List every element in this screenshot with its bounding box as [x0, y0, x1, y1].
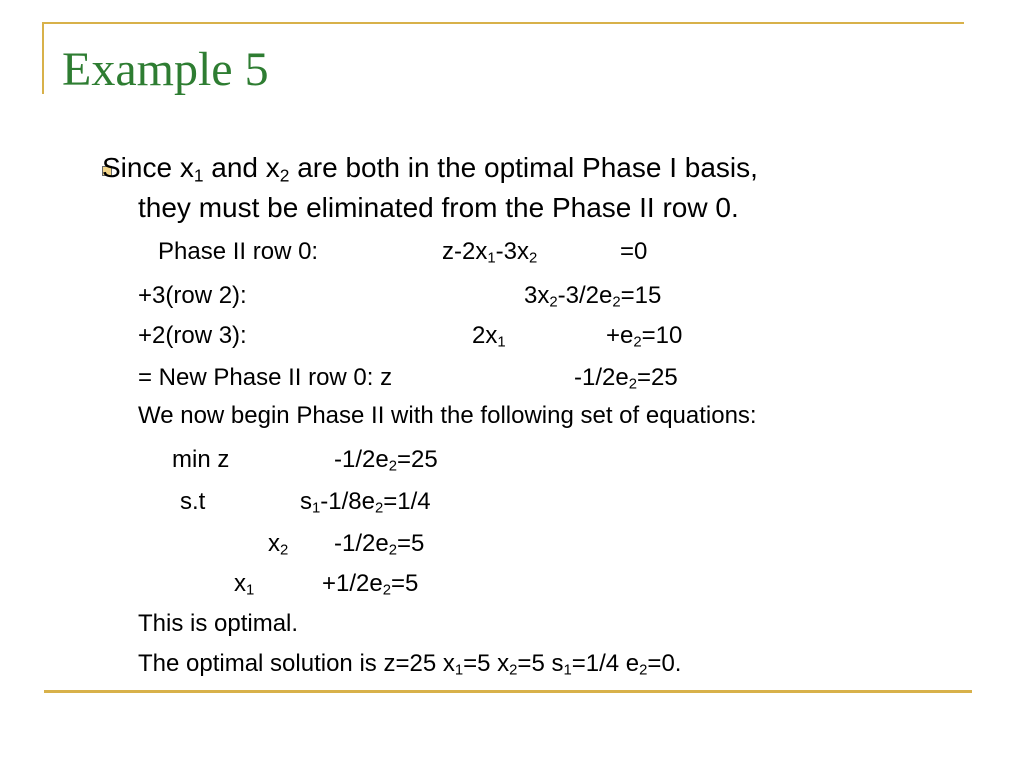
constraint-row-2: [268, 530, 488, 560]
constraint-1-expression: $s_1-1/8e_2=1/4$: [300, 488, 431, 517]
objective-expression: $-1/2e_2=25$: [334, 446, 438, 475]
constraint-3-variable: $x_1$: [234, 570, 255, 599]
intro-line-2: they must be eliminated from the Phase II row 0.: [138, 192, 739, 223]
row3-equation: [138, 322, 758, 352]
row2-label: +3(row 2):: [138, 282, 247, 309]
phase2-intro-text: We now begin Phase II with the following set of equations:: [138, 402, 757, 429]
left-rule: [42, 22, 44, 94]
solution-text: The optimal solution is z=25 $x_1=5$ $x_2=5$ $s_1=1/4$ $e_2=0$.: [138, 650, 682, 679]
constraint-label: s.t: [180, 488, 206, 515]
row0-label: Phase II row 0:: [158, 238, 319, 265]
constraint-2-variable: $x_2$: [268, 530, 289, 559]
new-row0-label: = New Phase II row 0: z: [138, 364, 393, 391]
new-row0-equation: [138, 364, 758, 394]
row2-equation: [138, 282, 758, 312]
intro-line-1: Since $x_1$ and $x_2$ are both in the optimal Phase I basis,: [102, 152, 758, 186]
row3-label: +2(row 3):: [138, 322, 247, 349]
constraint-2-expression: $-1/2e_2=5$: [334, 530, 425, 559]
row3-x-term: $2x_1$: [472, 322, 506, 351]
new-row0-expression: $-1/2e_2=25$: [574, 364, 678, 393]
row0-expression: $z-2x_1-3x_2$: [442, 238, 538, 267]
objective-row: [172, 446, 492, 476]
constraint-row-3: [234, 570, 494, 600]
row0-rhs: =0: [620, 238, 648, 265]
row2-expression: $3x_2-3/2e_2=15$: [524, 282, 662, 311]
constraint-row-1: [180, 488, 500, 518]
optimal-text: This is optimal.: [138, 610, 299, 637]
top-rule: [44, 22, 964, 24]
row0-equation: [158, 238, 758, 268]
slide-title: Example 5: [62, 43, 269, 96]
row3-e-term: $+e_2=10$: [606, 322, 683, 351]
objective-label: min z: [172, 446, 230, 473]
constraint-3-expression: $+1/2e_2=5$: [322, 570, 419, 599]
bottom-rule: [44, 690, 972, 693]
